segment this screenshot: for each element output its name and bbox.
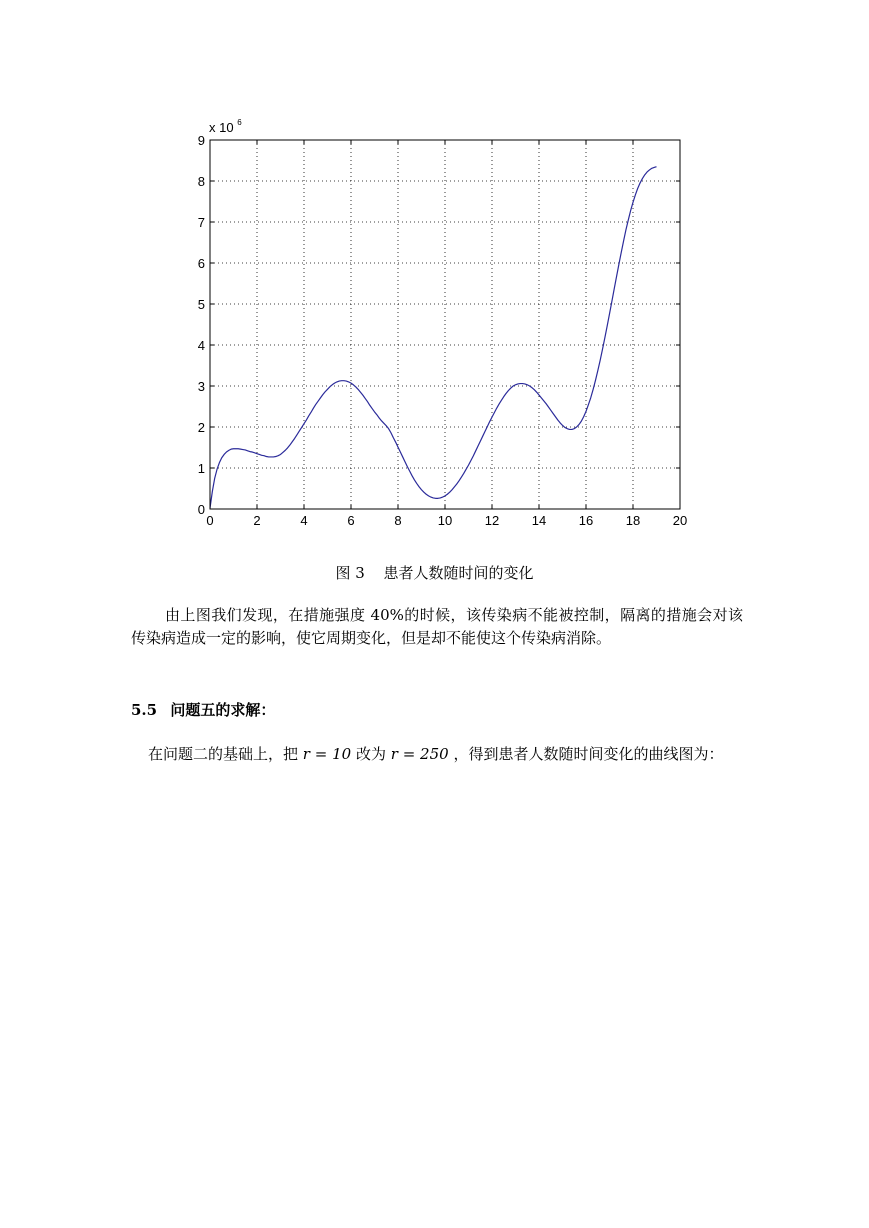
paragraph2-part3: ，得到患者人数随时间变化的曲线图为：	[453, 745, 724, 763]
section-number: 5.5	[131, 701, 158, 719]
y-tick-label: 4	[197, 338, 205, 353]
chart-svg	[195, 112, 695, 542]
x-tick-label: 6	[347, 513, 355, 528]
x-tick-label: 16	[578, 513, 594, 528]
y-tick-label: 2	[197, 420, 205, 435]
x-tick-label: 2	[253, 513, 261, 528]
y-tick-label: 5	[197, 297, 205, 312]
paragraph2-part1: 在问题二的基础上，把	[148, 745, 299, 763]
y-tick-label: 0	[197, 502, 205, 517]
x-tick-label: 0	[206, 513, 214, 528]
x-tick-label: 4	[300, 513, 308, 528]
x-tick-label: 8	[394, 513, 402, 528]
paragraph-discussion: 由上图我们发现，在措施强度 40%的时候，该传染病不能被控制，隔离的措施会对该传染病造成一定的影响，使它周期变化，但是却不能使这个传染病消除。	[131, 606, 743, 647]
x-tick-label: 14	[531, 513, 547, 528]
x-tick-label: 10	[437, 513, 453, 528]
y-tick-label: 3	[197, 379, 205, 394]
y-tick-label: 8	[197, 174, 205, 189]
x-tick-label: 12	[484, 513, 500, 528]
caption-figure-number: 图 3	[335, 564, 365, 582]
y-tick-label: 7	[197, 215, 205, 230]
y-multiplier-base: x 10	[209, 120, 234, 135]
paragraph2-part2: 改为	[355, 745, 386, 763]
y-multiplier-label	[209, 118, 242, 135]
caption-text: 患者人数随时间的变化	[383, 564, 534, 582]
y-tick-label: 1	[197, 461, 205, 476]
math-r-250: r = 250	[390, 745, 449, 763]
section-heading	[131, 700, 275, 720]
figure-chart	[195, 112, 695, 542]
paragraph-problem-five	[131, 743, 743, 766]
y-tick-label: 6	[197, 256, 205, 271]
x-tick-label: 18	[625, 513, 641, 528]
math-r-10: r = 10	[302, 745, 352, 763]
y-multiplier-exponent: 6	[237, 118, 242, 127]
y-tick-label: 9	[197, 133, 205, 148]
section-title: 问题五的求解：	[170, 701, 276, 719]
x-tick-label: 20	[672, 513, 688, 528]
figure-caption	[0, 563, 869, 583]
